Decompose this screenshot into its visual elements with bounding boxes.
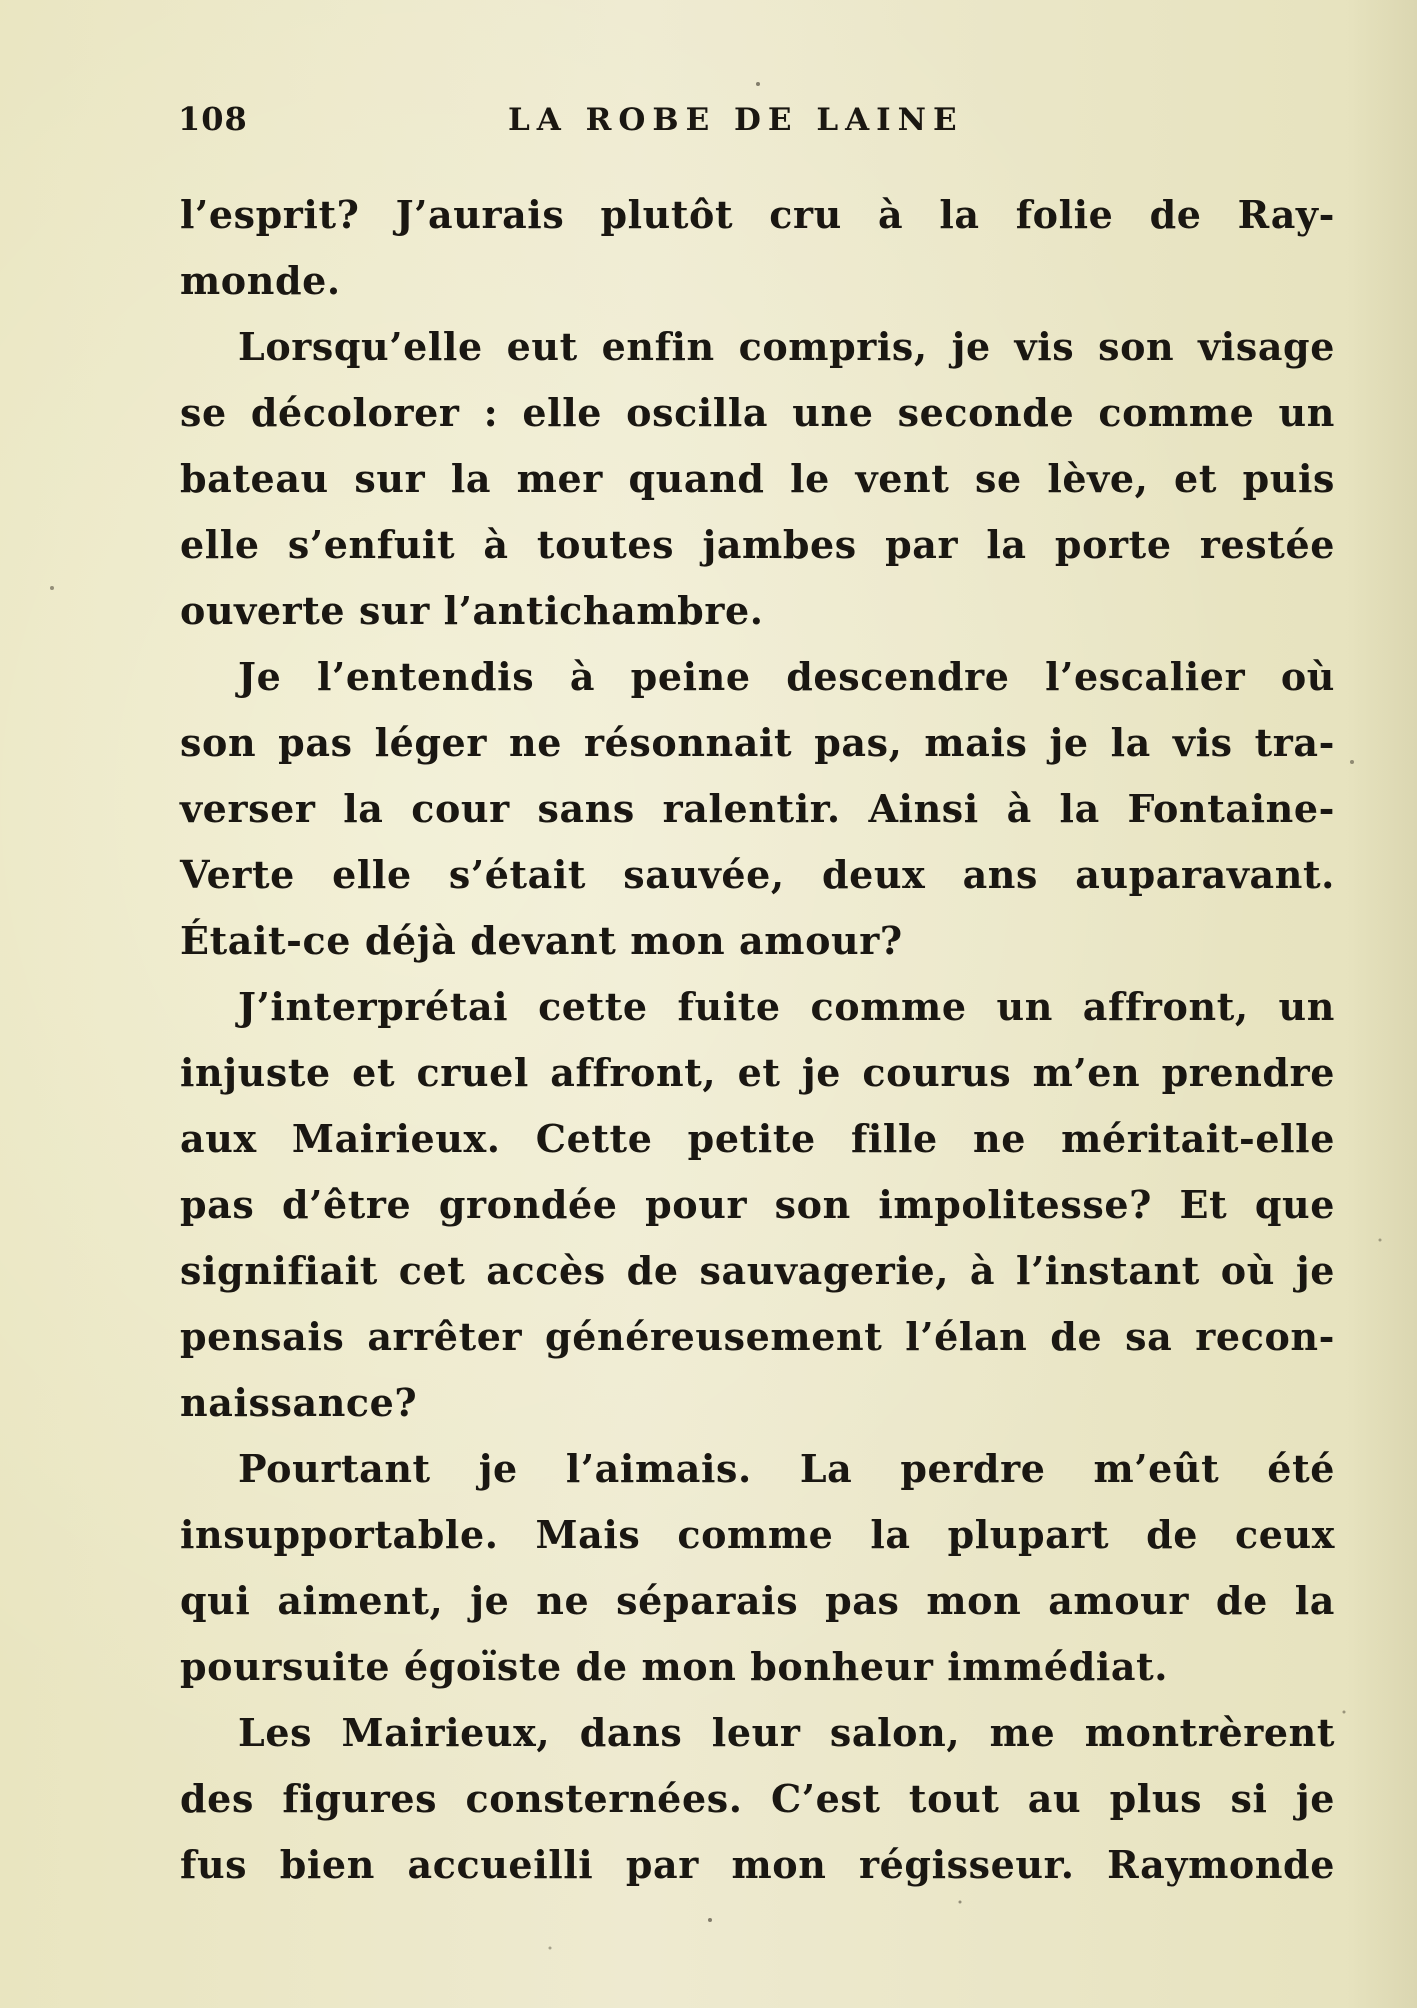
text-line: bateau sur la mer quand le vent se lève, et puis — [180, 456, 1335, 501]
text-line: ouverte sur l’antichambre. — [180, 588, 764, 633]
text-line: qui aiment, je ne séparais pas mon amour de la — [180, 1578, 1335, 1623]
text-line: Verte elle s’était sauvée, deux ans auparavant. — [180, 852, 1335, 897]
text-line: se décolorer : elle oscilla une seconde comme un — [180, 390, 1335, 435]
text-line: Pourtant je l’aimais. La perdre m’eût été — [238, 1446, 1335, 1491]
text-line: elle s’enfuit à toutes jambes par la porte restée — [180, 522, 1335, 567]
text-line: fus bien accueilli par mon régisseur. Raymonde — [180, 1842, 1335, 1887]
text-line: pas d’être grondée pour son impolitesse? Et que — [180, 1182, 1335, 1227]
text-line: l’esprit? J’aurais plutôt cru à la folie de Ray- — [180, 192, 1335, 237]
text-line: J’interprétai cette fuite comme un affront, un — [238, 984, 1335, 1029]
running-title: LA ROBE DE LAINE — [508, 102, 964, 138]
text-line: Lorsqu’elle eut enfin compris, je vis son visage — [238, 324, 1335, 369]
text-line: insupportable. Mais comme la plupart de ceux — [180, 1512, 1335, 1557]
text-line: des figures consternées. C’est tout au plus si je — [180, 1776, 1335, 1821]
text-line: verser la cour sans ralentir. Ainsi à la Fontaine- — [180, 786, 1335, 831]
text-line: monde. — [180, 258, 341, 303]
text-line: poursuite égoïste de mon bonheur immédiat. — [180, 1644, 1169, 1689]
text-line: signifiait cet accès de sauvagerie, à l’instant où je — [180, 1248, 1335, 1293]
running-head — [178, 100, 1058, 146]
text-line: aux Mairieux. Cette petite fille ne méritait-elle — [180, 1116, 1335, 1161]
text-line: pensais arrêter généreusement l’élan de sa recon- — [180, 1314, 1335, 1359]
body-text — [180, 182, 1335, 1898]
text-line: Était-ce déjà devant mon amour? — [180, 918, 903, 963]
page-number: 108 — [178, 100, 248, 138]
text-line: son pas léger ne résonnait pas, mais je la vis tra- — [180, 720, 1335, 765]
text-line: Les Mairieux, dans leur salon, me montrèrent — [238, 1710, 1335, 1755]
text-line: Je l’entendis à peine descendre l’escalier où — [238, 654, 1335, 699]
text-line: injuste et cruel affront, et je courus m’en prendre — [180, 1050, 1335, 1095]
text-line: naissance? — [180, 1380, 418, 1425]
